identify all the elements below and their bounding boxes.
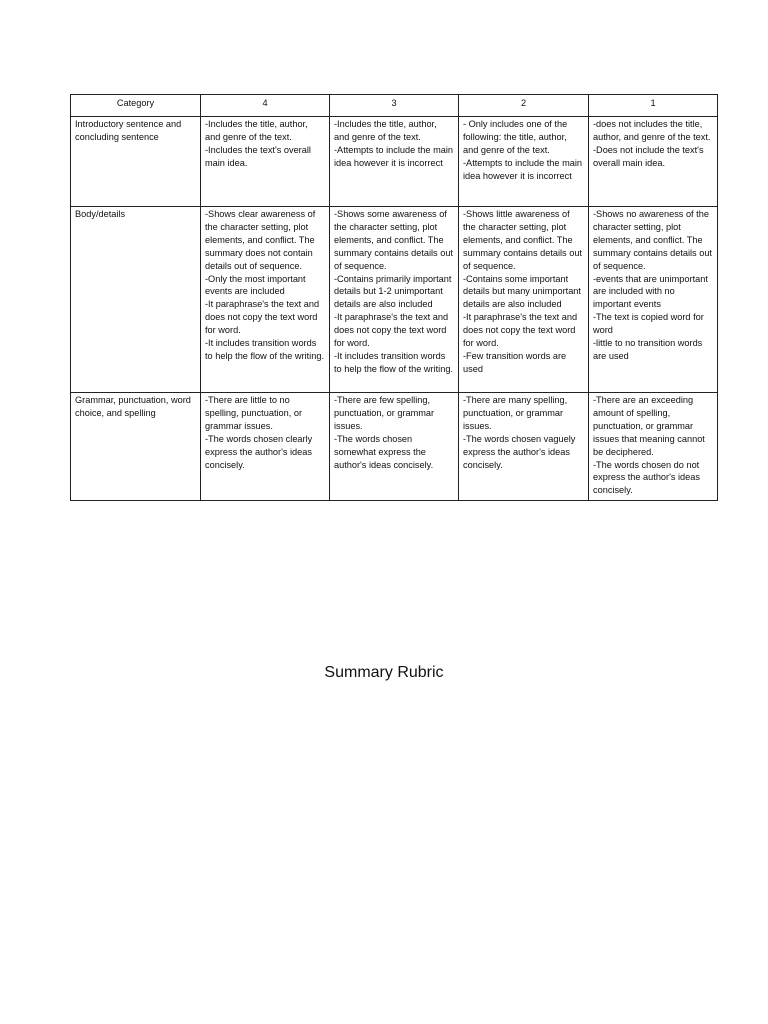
criteria-cell [201, 207, 330, 393]
criteria-line: -Only the most important events are included [205, 273, 306, 297]
criteria-cell [459, 207, 589, 393]
criteria-line: -It paraphrase's the text and does not copy the text word for word. [334, 312, 449, 349]
rubric-table [70, 94, 718, 501]
criteria-line: -There are few spelling, punctuation, or grammar issues. [334, 395, 435, 431]
header-category: Category [71, 95, 201, 117]
criteria-line: -Attempts to include the main idea however it is incorrect [334, 144, 453, 168]
criteria-line: -Few transition words are used [463, 350, 567, 374]
criteria-line: -It paraphrase's the text and does not copy the text word for word. [205, 299, 320, 336]
criteria-line: -It includes transition words to help the flow of the writing. [334, 350, 453, 374]
criteria-line: -Contains some important details but many unimportant details are also included [463, 273, 581, 310]
table-row [71, 393, 718, 501]
criteria-line: -events that are unimportant are included with no important events [593, 273, 708, 310]
header-score-3: 3 [330, 95, 459, 117]
criteria-line: -does not includes the title, author, and genre of the text. [593, 119, 711, 142]
criteria-cell [330, 117, 459, 207]
criteria-line: -The words chosen somewhat express the author's ideas concisely. [334, 433, 434, 470]
criteria-cell [589, 393, 718, 501]
criteria-cell [459, 117, 589, 207]
criteria-cell [459, 393, 589, 501]
criteria-line: -little to no transition words are used [593, 338, 703, 361]
criteria-cell [330, 207, 459, 393]
category-cell: Body/details [71, 207, 201, 393]
document-title: Summary Rubric [324, 664, 444, 681]
criteria-line: -The text is copied word for word [593, 312, 704, 336]
criteria-line: -Shows clear awareness of the character setting, plot elements, and conflict. The summary does not contain details out of sequence. [205, 209, 316, 271]
criteria-line: -There are an exceeding amount of spelling, punctuation, or grammar issues that meaning cannot be deciphered. [593, 395, 705, 457]
header-score-4: 4 [201, 95, 330, 117]
criteria-line: -The words chosen do not express the author's ideas concisely. [593, 459, 700, 496]
category-cell: Introductory sentence and concluding sentence [71, 117, 201, 207]
criteria-line: -Includes the title, author, and genre of the text. [334, 119, 437, 142]
criteria-line: -The words chosen vaguely express the author's ideas concisely. [463, 433, 576, 470]
criteria-cell [589, 117, 718, 207]
category-cell: Grammar, punctuation, word choice, and spelling [71, 393, 201, 501]
criteria-cell [201, 393, 330, 501]
criteria-line: -There are little to no spelling, punctuation, or grammar issues. [205, 395, 303, 431]
criteria-line: - Only includes one of the following: the title, author, and genre of the text. [463, 119, 568, 155]
criteria-line: -Includes the title, author, and genre of the text. [205, 119, 308, 142]
criteria-cell [330, 393, 459, 501]
criteria-line: -Does not include the text's overall main idea. [593, 144, 704, 168]
criteria-line: -There are many spelling, punctuation, or grammar issues. [463, 395, 568, 431]
criteria-cell [201, 117, 330, 207]
criteria-line: -It paraphrase's the text and does not copy the text word for word. [463, 312, 578, 349]
criteria-line: -Shows some awareness of the character setting, plot elements, and conflict. The summary contains details out of sequence. [334, 209, 453, 271]
criteria-line: -Shows no awareness of the character setting, plot elements, and conflict. The summary contains details out of sequence. [593, 209, 712, 271]
header-score-1: 1 [589, 95, 718, 117]
criteria-line: -Shows little awareness of the character setting, plot elements, and conflict. The summary contains details out of sequence. [463, 209, 582, 271]
criteria-line: -It includes transition words to help the flow of the writing. [205, 338, 324, 361]
criteria-line: -The words chosen clearly express the author's ideas concisely. [205, 433, 313, 470]
table-row [71, 207, 718, 393]
table-header-row [71, 95, 718, 117]
criteria-line: -Attempts to include the main idea however it is incorrect [463, 157, 582, 181]
criteria-cell [589, 207, 718, 393]
table-row [71, 117, 718, 207]
criteria-line: -Includes the text's overall main idea. [205, 144, 311, 168]
header-score-2: 2 [459, 95, 589, 117]
criteria-line: -Contains primarily important details but 1-2 unimportant details are also included [334, 273, 452, 310]
